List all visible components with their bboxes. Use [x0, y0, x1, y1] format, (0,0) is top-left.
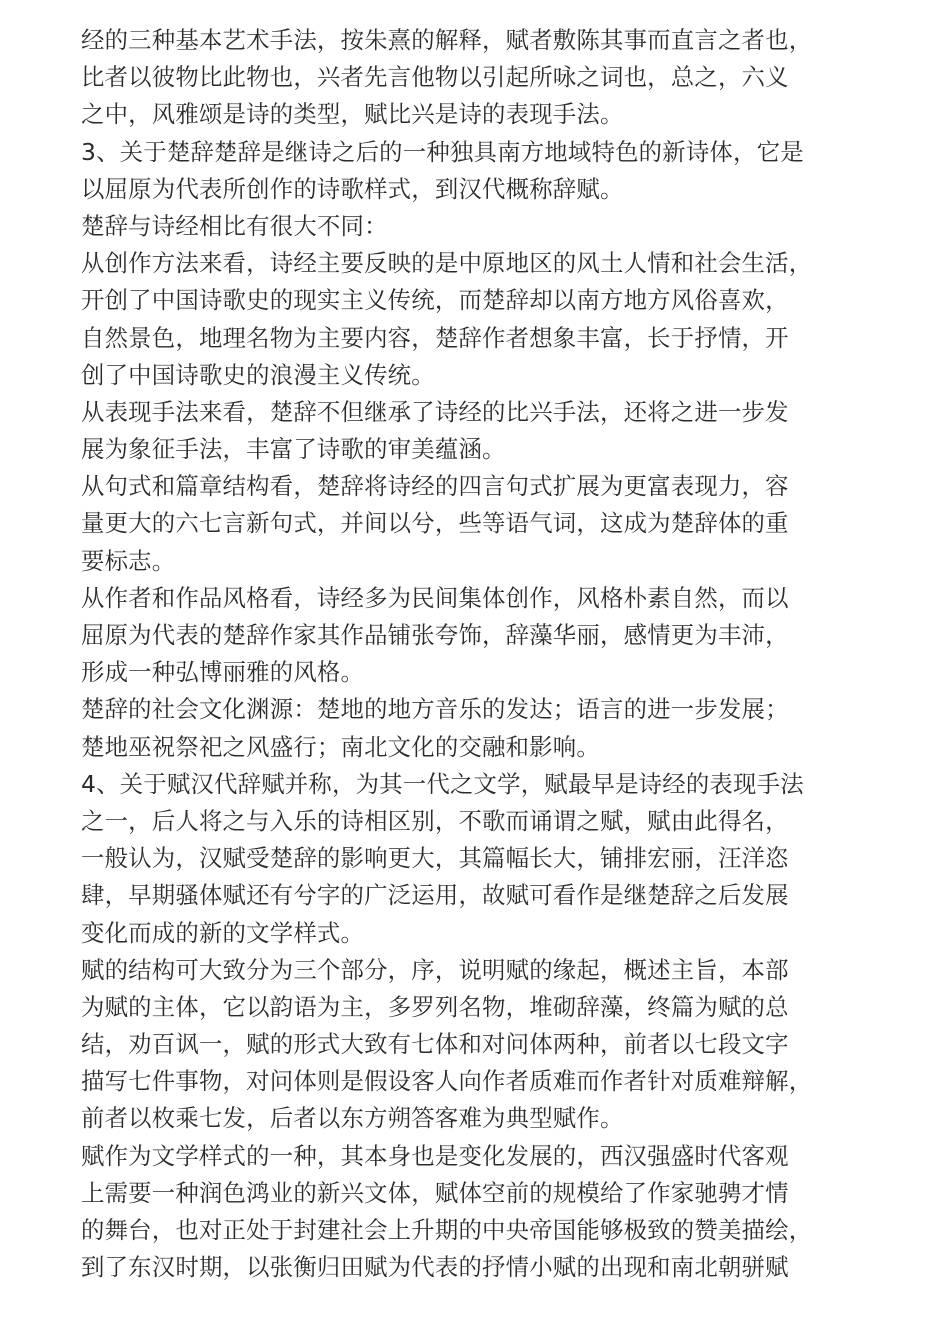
- text-line: 自然景色，地理名物为主要内容，楚辞作者想象丰富，长于抒情，开: [81, 323, 789, 352]
- text-line: 3、关于楚辞楚辞是继诗之后的一种独具南方地域特色的新诗体，它是: [81, 137, 804, 166]
- text-line: 一般认为，汉赋受楚辞的影响更大，其篇幅长大，铺排宏丽，汪洋恣: [81, 844, 789, 873]
- text-line: 赋的结构可大致分为三个部分，序，说明赋的缘起，概述主旨，本部: [81, 955, 789, 984]
- text-line: 描写七件事物，对问体则是假设客人向作者质难而作者针对质难辩解，: [81, 1067, 813, 1096]
- document-page: [81, 22, 893, 1286]
- text-line: 到了东汉时期，以张衡归田赋为代表的抒情小赋的出现和南北朝骈赋: [81, 1253, 789, 1282]
- text-line: 楚地巫祝祭祀之风盛行；南北文化的交融和影响。: [81, 732, 600, 761]
- text-line: 之一，后人将之与入乐的诗相区别，不歌而诵谓之赋，赋由此得名，: [81, 806, 789, 835]
- text-line: 开创了中国诗歌史的现实主义传统，而楚辞却以南方地方风俗喜欢，: [81, 286, 789, 315]
- text-line: 以屈原为代表所创作的诗歌样式，到汉代概称辞赋。: [81, 174, 624, 203]
- text-line: 形成一种弘博丽雅的风格。: [81, 658, 365, 687]
- text-line: 楚辞与诗经相比有很大不同：: [81, 211, 388, 240]
- text-line: 比者以彼物比此物也，兴者先言他物以引起所咏之词也，总之，六义: [81, 63, 789, 92]
- text-line: 屈原为代表的楚辞作家其作品铺张夸饰，辞藻华丽，感情更为丰沛，: [81, 621, 789, 649]
- text-line: 从表现手法来看，楚辞不但继承了诗经的比兴手法，还将之进一步发: [81, 397, 789, 426]
- text-line: 展为象征手法，丰富了诗歌的审美蕴涵。: [81, 435, 506, 464]
- text-line: 量更大的六七言新句式，并间以兮，些等语气词，这成为楚辞体的重: [81, 509, 789, 538]
- text-line: 之中，风雅颂是诗的类型，赋比兴是诗的表现手法。: [81, 100, 624, 129]
- text-line: 赋作为文学样式的一种，其本身也是变化发展的，西汉强盛时代客观: [81, 1141, 789, 1170]
- text-line: 结，劝百讽一，赋的形式大致有七体和对问体两种，前者以七段文字: [81, 1030, 789, 1059]
- text-line: 从作者和作品风格看，诗经多为民间集体创作，风格朴素自然，而以: [81, 583, 789, 612]
- text-line: 经的三种基本艺术手法，按朱熹的解释，赋者敷陈其事而直言之者也，: [81, 26, 813, 54]
- text-line: 创了中国诗歌史的浪漫主义传统。: [81, 360, 435, 389]
- text-line: 肆，早期骚体赋还有兮字的广泛运用，故赋可看作是继楚辞之后发展: [81, 881, 789, 910]
- text-line: 从句式和篇章结构看，楚辞将诗经的四言句式扩展为更富表现力，容: [81, 472, 789, 501]
- text-line: 从创作方法来看，诗经主要反映的是中原地区的风土人情和社会生活，: [81, 249, 813, 278]
- text-line: 前者以枚乘七发，后者以东方朔答客难为典型赋作。: [81, 1104, 624, 1133]
- text-line: 的舞台，也对正处于封建社会上升期的中央帝国能够极致的赞美描绘，: [81, 1216, 813, 1244]
- text-line: 为赋的主体，它以韵语为主，多罗列名物，堆砌辞藻，终篇为赋的总: [81, 992, 789, 1021]
- text-line: 变化而成的新的文学样式。: [81, 918, 365, 947]
- text-line: 上需要一种润色鸿业的新兴文体，赋体空前的规模给了作家驰骋才情: [81, 1178, 789, 1207]
- text-line: 4、关于赋汉代辞赋并称，为其一代之文学，赋最早是诗经的表现手法: [81, 769, 804, 798]
- text-line: 楚辞的社会文化渊源：楚地的地方音乐的发达；语言的进一步发展；: [81, 695, 789, 724]
- text-line: 要标志。: [81, 546, 176, 575]
